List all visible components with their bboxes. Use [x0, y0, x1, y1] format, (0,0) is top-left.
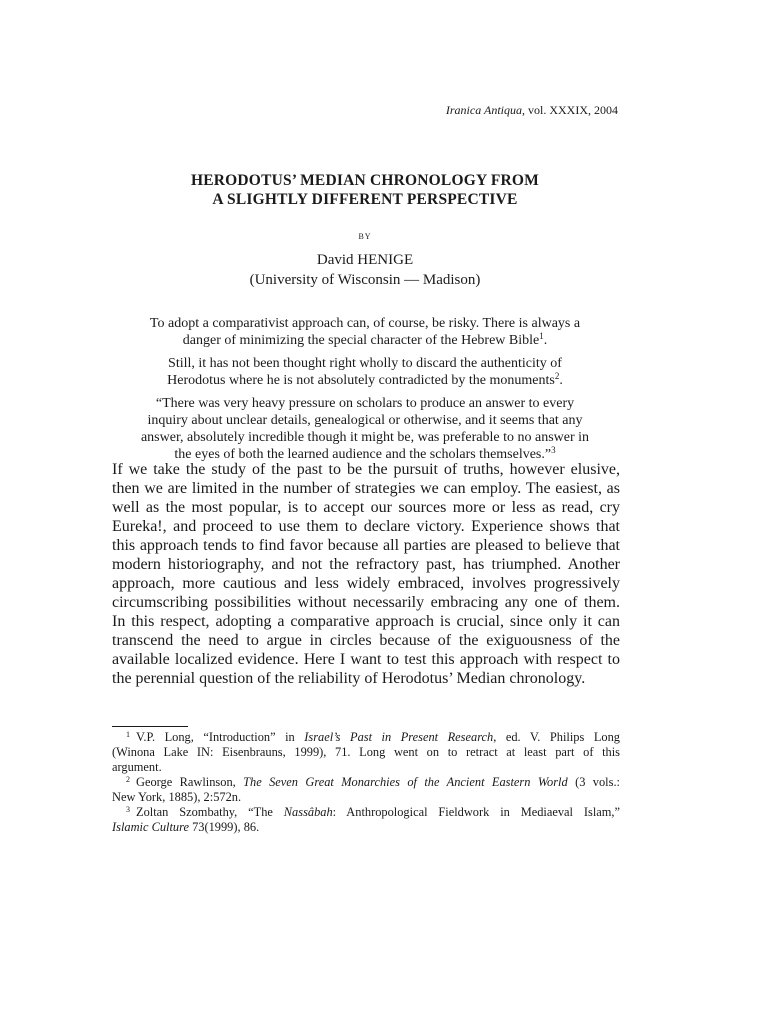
epigraph-line: inquiry about unclear details, genealogical or otherwise, and it seems that any — [147, 413, 583, 428]
epigraph-line: danger of minimizing the special character of the Hebrew Bible — [182, 333, 540, 348]
cited-title: Nassâbah — [283, 805, 333, 819]
cited-title: The Seven Great Monarchies of the Ancient Eastern World — [243, 775, 568, 789]
cited-title: Israel’s Past in Present Research — [304, 730, 494, 744]
footnote-3: $^3$ Zoltan Szombathy, “The Nassâbah: Anthropological Fieldwork in Mediaeval Islam,” Islamic Culture 73(1999), 86. — [112, 805, 620, 834]
footnote-number: 1 — [126, 730, 130, 739]
body-line: then we are limited in the number of strategies we can employ. The easiest, as — [112, 480, 620, 497]
body-line: In this respect, adopting a comparative approach is crucial, since only it can — [112, 613, 620, 630]
title-line-1: HERODOTUS’ MEDIAN CHRONOLOGY FROM — [190, 172, 540, 189]
body-line: circumscribing possibilities without necessarily embracing any one of them. — [112, 594, 620, 611]
footnote-1: $^1$ V.P. Long, “Introduction” in Israel’s Past in Present Research, ed. V. Philips Long (Winona Lake IN: Eisenbrauns, 1999), 71. Long went on to retract at least part of this argument. — [112, 730, 620, 774]
epigraph-1: To adopt a comparativist approach can, of course, be risky. There is always a danger of minimizing the special character of the Hebrew Bible$^1$. — [110, 315, 620, 349]
footnotes — [112, 730, 620, 835]
footnote-number: 3 — [126, 805, 130, 814]
body-line: Eureka!, and proceed to use them to declare victory. Experience shows that — [112, 518, 620, 535]
footnote-ref[interactable]: 2 — [554, 371, 560, 381]
body-paragraph — [112, 460, 620, 688]
body-line: available localized evidence. Here I want to test this approach with respect to — [112, 651, 620, 668]
epigraphs — [110, 315, 620, 469]
journal-name: Iranica Antiqua — [445, 103, 522, 117]
journal-volume: , vol. XXXIX, 2004 — [522, 103, 618, 117]
body-line: well as the most popular, is to accept our sources more or less as read, cry — [112, 499, 620, 516]
by-label: BY — [358, 232, 372, 241]
author-affiliation: (University of Wisconsin — Madison) — [249, 272, 481, 288]
body-line: approach, more cautious and less widely embraced, involves progressively — [112, 575, 620, 592]
body-line: this approach tends to find favor because all parties are pleased to believe that — [112, 537, 620, 554]
title-line-2: A SLIGHTLY DIFFERENT PERSPECTIVE — [212, 191, 518, 208]
running-head — [446, 103, 618, 118]
author-block — [110, 250, 620, 290]
epigraph-line: answer, absolutely incredible though it might be, was preferable to no answer in — [140, 430, 590, 445]
article-title — [110, 171, 620, 209]
body-line: If we take the study of the past to be the pursuit of truths, however elusive, — [112, 461, 620, 478]
author-name: David HENIGE — [316, 252, 414, 268]
body-line: the perennial question of the reliability of Herodotus’ Median chronology. — [112, 670, 586, 687]
footnote-number: 2 — [126, 775, 130, 784]
footnote-ref[interactable]: 3 — [551, 445, 556, 455]
cited-journal: Islamic Culture — [112, 820, 189, 834]
footnote-divider — [112, 726, 188, 727]
epigraph-line: Herodotus where he is not absolutely contradicted by the monuments — [167, 373, 555, 388]
footnote-ref[interactable]: 1 — [539, 331, 544, 341]
body-line: modern historiography, and not the refractory past, has triumphed. Another — [112, 556, 620, 573]
epigraph-line: Still, it has not been thought right wholly to discard the authenticity of — [168, 356, 562, 371]
epigraph-3 — [110, 395, 620, 463]
epigraph-line: the eyes of both the learned audience and the scholars themselves.” — [174, 447, 552, 462]
epigraph-line: “There was very heavy pressure on scholars to produce an answer to every — [155, 396, 575, 411]
epigraph-line: To adopt a comparativist approach can, of course, be risky. There is always a — [149, 316, 581, 331]
epigraph-2: Still, it has not been thought right wholly to discard the authenticity of Herodotus where he is not absolutely contradicted by the monuments$^2$. — [110, 355, 620, 389]
footnote-2: $^2$ George Rawlinson, The Seven Great Monarchies of the Ancient Eastern World (3 vols.: New York, 1885), 2:572n. — [112, 775, 620, 804]
body-line: transcend the need to argue in circles because of the exiguousness of the — [112, 632, 620, 649]
